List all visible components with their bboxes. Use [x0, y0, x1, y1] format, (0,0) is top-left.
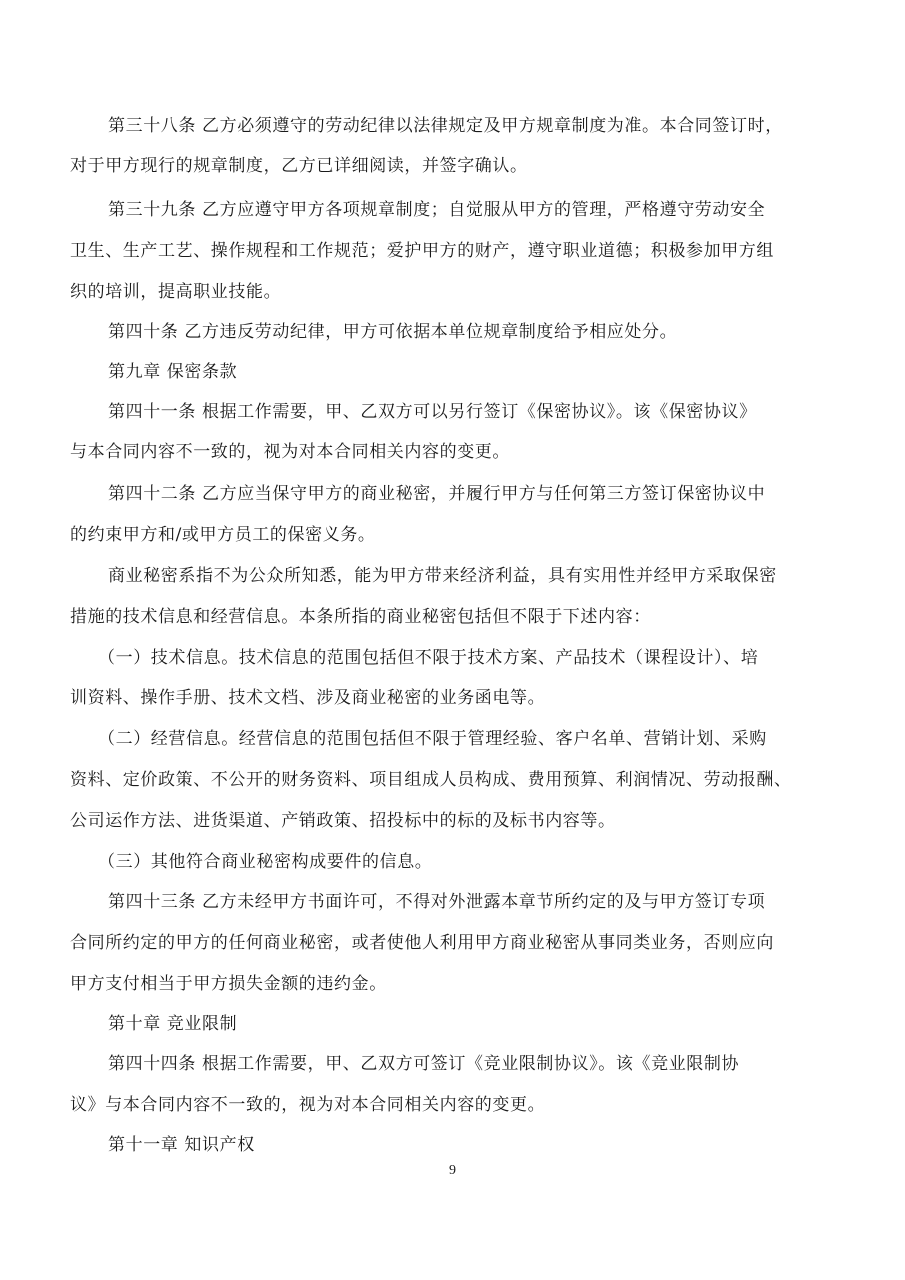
- page-number: 9: [449, 1163, 456, 1178]
- article-42-line-2: 的约束甲方和/或甲方员工的保密义务。: [70, 525, 376, 545]
- chapter-9-heading: 第九章 保密条款: [108, 362, 238, 382]
- trade-secret-definition-line-1: 商业秘密系指不为公众所知悉，能为甲方带来经济利益，具有实用性并经甲方采取保密: [108, 566, 777, 586]
- article-39-line-2: 卫生、生产工艺、操作规程和工作规范；爱护甲方的财产，遵守职业道德；积极参加甲方组: [70, 241, 774, 261]
- item-2-line-2: 资料、定价政策、不公开的财务资料、项目组成人员构成、费用预算、利润情况、劳动报酬、: [70, 770, 792, 790]
- item-1-line-2: 训资料、操作手册、技术文档、涉及商业秘密的业务函电等。: [70, 688, 546, 708]
- article-41-line-1: 第四十一条 根据工作需要，甲、乙双方可以另行签订《保密协议》。该《保密协议》: [108, 402, 757, 422]
- article-38-line-2: 对于甲方现行的规章制度，乙方已详细阅读，并签字确认。: [70, 156, 528, 176]
- article-43-line-2: 合同所约定的甲方的任何商业秘密，或者使他人利用甲方商业秘密从事同类业务，否则应向: [70, 933, 774, 953]
- item-3-line-1: （三）其他符合商业秘密构成要件的信息。: [98, 852, 433, 872]
- article-43-line-1: 第四十三条 乙方未经甲方书面许可，不得对外泄露本章节所约定的及与甲方签订专项: [108, 892, 766, 912]
- item-2-line-1: （二）经营信息。经营信息的范围包括但不限于管理经验、客户名单、营销计划、采购: [98, 729, 767, 749]
- article-39-line-1: 第三十九条 乙方应遵守甲方各项规章制度；自觉服从甲方的管理，严格遵守劳动安全: [108, 200, 766, 220]
- article-42-line-1: 第四十二条 乙方应当保守甲方的商业秘密，并履行甲方与任何第三方签订保密协议中: [108, 484, 766, 504]
- trade-secret-definition-line-2: 措施的技术信息和经营信息。本条所指的商业秘密包括但不限于下述内容：: [70, 607, 651, 627]
- chapter-10-heading: 第十章 竞业限制: [108, 1014, 238, 1034]
- article-43-line-3: 甲方支付相当于甲方损失金额的违约金。: [70, 974, 387, 994]
- article-38-line-1: 第三十八条 乙方必须遵守的劳动纪律以法律规定及甲方规章制度为准。本合同签订时，: [108, 116, 783, 136]
- chapter-11-heading: 第十一章 知识产权: [108, 1135, 255, 1155]
- article-41-line-2: 与本合同内容不一致的，视为对本合同相关内容的变更。: [70, 442, 510, 462]
- item-1-line-1: （一）技术信息。技术信息的范围包括但不限于技术方案、产品技术（课程设计）、培: [98, 648, 759, 668]
- article-44-line-1: 第四十四条 根据工作需要，甲、乙双方可签订《竞业限制协议》。该《竞业限制协: [108, 1054, 740, 1074]
- article-39-line-3: 织的培训，提高职业技能。: [70, 282, 282, 302]
- article-44-line-2: 议》与本合同内容不一致的，视为对本合同相关内容的变更。: [70, 1095, 546, 1115]
- article-40-line-1: 第四十条 乙方违反劳动纪律，甲方可依据本单位规章制度给予相应处分。: [108, 322, 678, 342]
- item-2-line-3: 公司运作方法、进货渠道、产销政策、招投标中的标的及标书内容等。: [70, 811, 616, 831]
